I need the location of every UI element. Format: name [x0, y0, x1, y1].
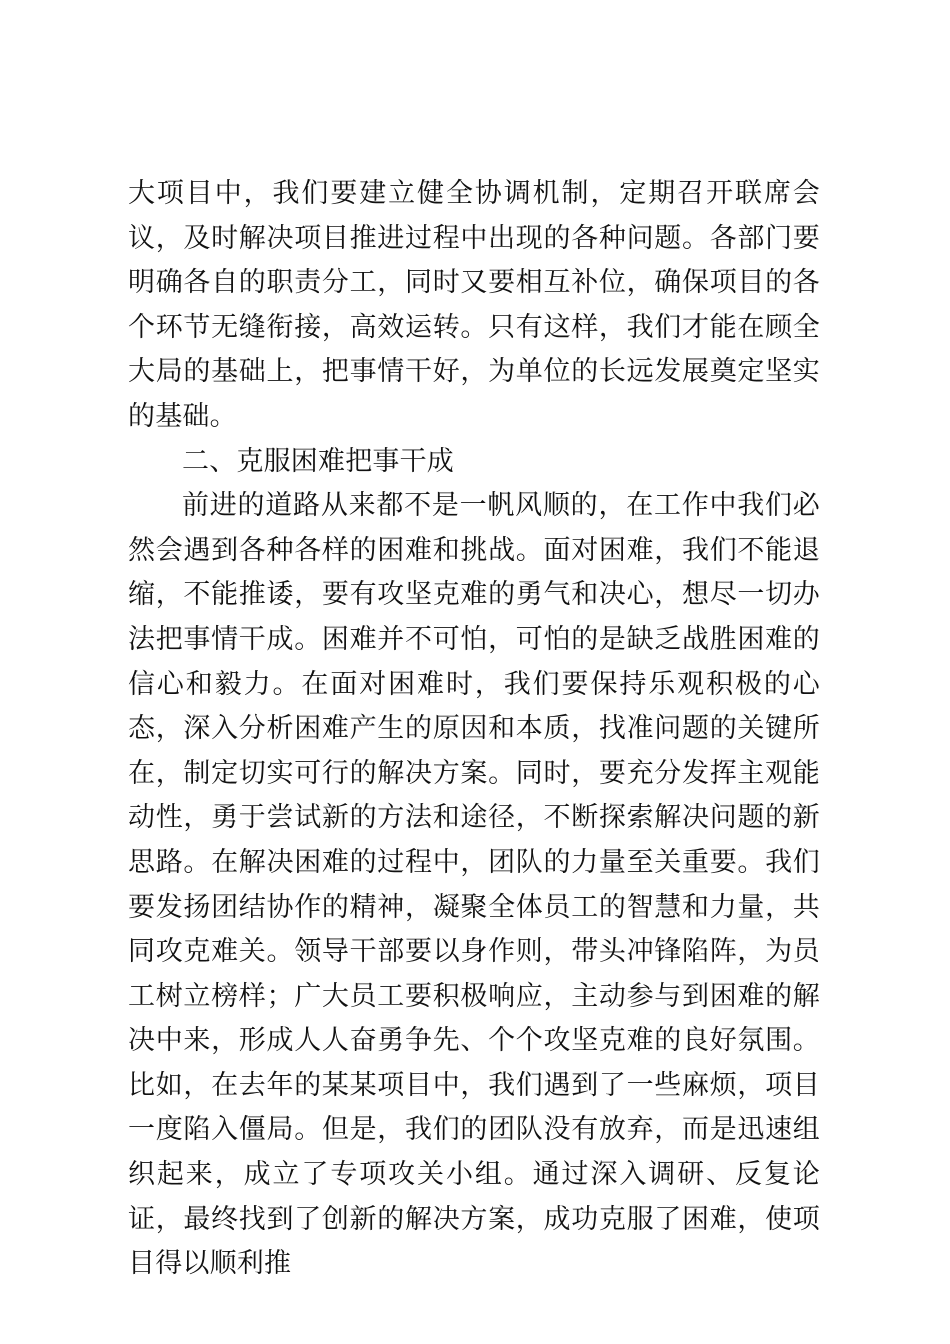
paragraph-overcome-difficulties: 前进的道路从来都不是一帆风顺的，在工作中我们必然会遇到各种各样的困难和挑战。面对困难，我们不能退缩，不能推诿，要有攻坚克难的勇气和决心，想尽一切办法把事情干成。困难并不可怕，可怕的是缺乏战胜困难的信心和毅力。在面对困难时，我们要保持乐观积极的心态，深入分析困难产生的原因和本质，找准问题的关键所在，制定切实可行的解决方案。同时，要充分发挥主观能动性，勇于尝试新的方法和途径，不断探索解决问题的新思路。在解决困难的过程中，团队的力量至关重要。我们要发扬团结协作的精神，凝聚全体员工的智慧和力量，共同攻克难关。领导干部要以身作则，带头冲锋陷阵，为员工树立榜样；广大员工要积极响应，主动参与到困难的解决中来，形成人人奋勇争先、个个攻坚克难的良好氛围。比如，在去年的某某项目中，我们遇到了一些麻烦，项目一度陷入僵局。但是，我们的团队没有放弃，而是迅速组织起来，成立了专项攻关小组。通过深入调研、反复论证，最终找到了创新的解决方案，成功克服了困难，使项目得以顺利推 [128, 490, 820, 1280]
paragraph-continued: 大项目中，我们要建立健全协调机制，定期召开联席会议，及时解决项目推进过程中出现的各种问题。各部门要明确各自的职责分工，同时又要相互补位，确保项目的各个环节无缝衔接，高效运转。只有这样，我们才能在顾全大局的基础上，把事情干好，为单位的长远发展奠定坚实的基础。 [128, 178, 820, 432]
document-body [128, 172, 820, 1287]
section-heading: 二、克服困难把事干成 [182, 445, 454, 477]
